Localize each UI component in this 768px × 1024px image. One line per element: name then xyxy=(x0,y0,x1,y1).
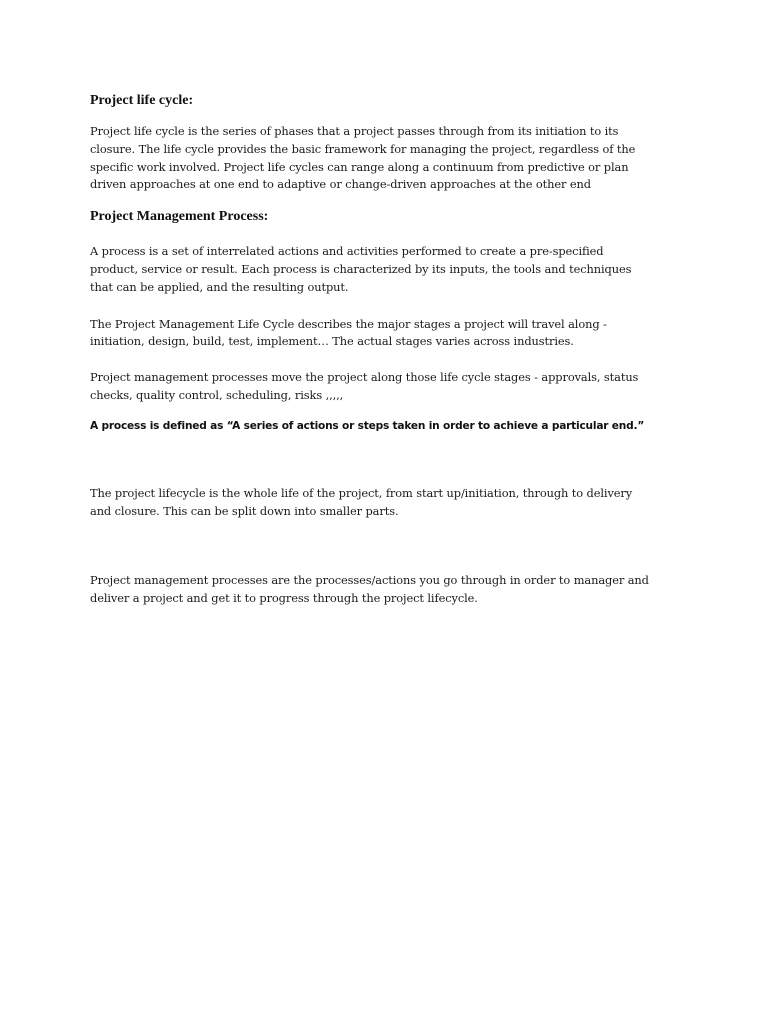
paragraph-project-life-cycle xyxy=(90,123,680,194)
text-line: Project management processes are the processes/actions you go through in order to manager and xyxy=(90,573,649,588)
callout-process-definition: A process is defined as “A series of actions or steps taken in order to achieve a particular end.” xyxy=(90,419,645,432)
text-line: driven approaches at one end to adaptive or change-driven approaches at the other end xyxy=(90,177,591,192)
text-line: checks, quality control, scheduling, risks ,,,,, xyxy=(90,387,344,402)
text-line: Project management processes move the project along those life cycle stages - approvals, status xyxy=(90,370,639,385)
text-line: initiation, design, build, test, implement… The actual stages varies across industries. xyxy=(90,334,574,349)
paragraph-pm-life-cycle xyxy=(90,316,680,352)
paragraph-processes-move-project xyxy=(90,369,680,405)
text-line: closure. The life cycle provides the basic framework for managing the project, regardless of the xyxy=(90,141,636,156)
paragraph-project-lifecycle-whole xyxy=(90,485,680,521)
text-line: Project life cycle is the series of phases that a project passes through from its initiation to its xyxy=(90,124,619,138)
text-line: that can be applied, and the resulting output. xyxy=(90,279,349,294)
text-line: The project lifecycle is the whole life of the project, from start up/initiation, through to delivery xyxy=(90,485,633,500)
text-line: and closure. This can be split down into smaller parts. xyxy=(90,503,399,518)
heading-project-life-cycle: Project life cycle: xyxy=(90,93,194,108)
heading-project-management-process: Project Management Process: xyxy=(90,209,269,225)
text-line: deliver a project and get it to progress through the project lifecycle. xyxy=(90,591,478,606)
text-line: product, service or result. Each process is characterized by its inputs, the tools and techniques xyxy=(90,261,632,276)
text-line: A process is a set of interrelated actions and activities performed to create a pre-specified xyxy=(90,244,604,259)
text-line: The Project Management Life Cycle describes the major stages a project will travel along - xyxy=(90,316,607,331)
document-body xyxy=(90,92,680,608)
text-line: specific work involved. Project life cycles can range along a continuum from predictive or plan xyxy=(90,159,629,174)
paragraph-process-definition xyxy=(90,243,680,296)
paragraph-pm-processes xyxy=(90,572,680,608)
